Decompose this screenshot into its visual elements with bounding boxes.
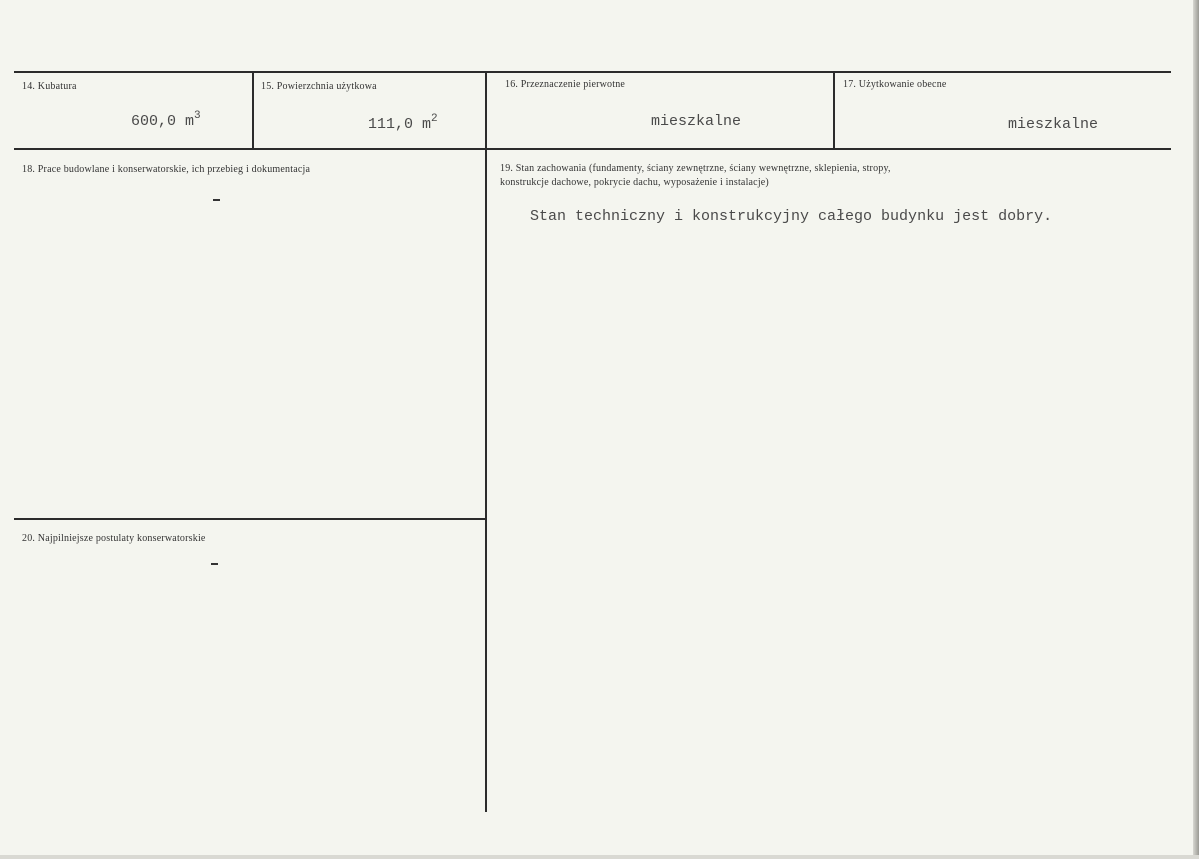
divider-14-15	[252, 71, 254, 150]
field-15-exponent: 2	[431, 113, 438, 125]
field-17-label: 17. Użytkowanie obecne	[843, 79, 947, 90]
row1-bottom-rule	[14, 148, 1171, 150]
field-14-value: 600,0 $m^3$	[131, 110, 201, 130]
field-14-exponent: 3	[194, 110, 201, 122]
field-15-value: 111,0 $m^2$	[368, 113, 438, 133]
field-16-value: mieszkalne	[651, 113, 742, 130]
field-18-value-dash	[213, 199, 220, 201]
divider-center	[485, 71, 487, 812]
field-19-label-line1: 19. Stan zachowania (fundamenty, ściany zewnętrzne, ściany wewnętrzne, sklepienia, stropy,	[500, 163, 891, 174]
scan-edge-bottom	[0, 855, 1199, 859]
top-rule	[14, 71, 1171, 73]
field-16-label: 16. Przeznaczenie pierwotne	[505, 79, 626, 90]
field-20-label: 20. Najpilniejsze postulaty konserwatorskie	[22, 533, 206, 544]
field-17-value: mieszkalne	[1008, 116, 1099, 133]
field-14-label: 14. Kubatura	[22, 81, 77, 92]
field-20-value-dash	[211, 563, 218, 565]
field-18-label: 18. Prace budowlane i konserwatorskie, ich przebieg i dokumentacja	[22, 164, 311, 175]
field-19-value: Stan techniczny i konstrukcyjny całego budynku jest dobry.	[530, 208, 1053, 225]
field-19-label-line2: konstrukcje dachowe, pokrycie dachu, wyposażenie i instalacje)	[500, 177, 769, 188]
divider-16-17	[833, 71, 835, 150]
field-15-label: 15. Powierzchnia użytkowa	[261, 81, 377, 92]
scan-edge-right	[1193, 0, 1199, 859]
left-section-rule	[14, 518, 486, 520]
